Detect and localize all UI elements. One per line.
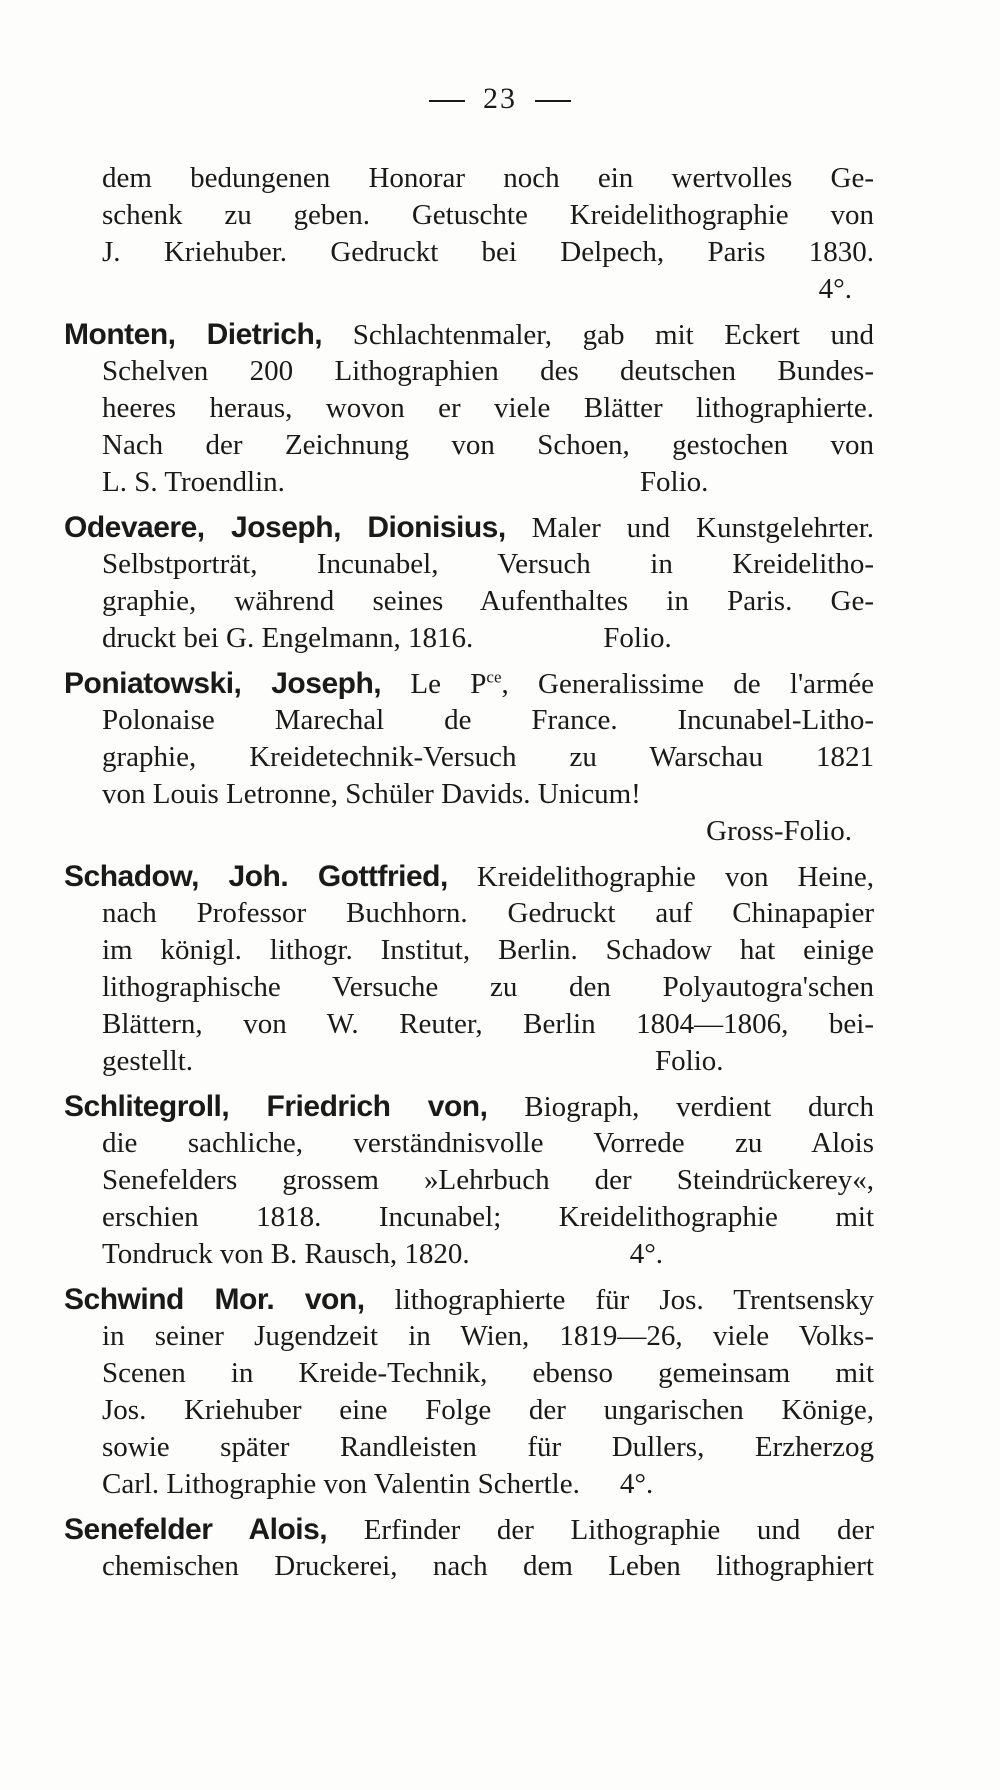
entry-description: Erfinder der Lithographie und der (363, 1514, 874, 1546)
entry-heading-line (64, 1281, 874, 1318)
text-line: sowie später Randleisten für Dullers, Erzherzog (102, 1431, 874, 1463)
page-body (64, 160, 874, 1585)
entry-heading-line (64, 316, 874, 353)
format-label: Folio. (603, 622, 672, 654)
text-line: im königl. lithogr. Institut, Berlin. Schadow hat einige (102, 934, 874, 966)
text-line: erschien 1818. Incunabel; Kreidelithographie mit (102, 1201, 874, 1233)
text-span: druckt bei G. Engelmann, 1816. (102, 622, 474, 654)
format-line (64, 813, 874, 850)
entry-description: lithographierte für Jos. Trentsensky (394, 1284, 874, 1316)
text-line: Schelven 200 Lithographien des deutschen Bundes- (102, 355, 874, 387)
text-line-with-format (64, 1466, 874, 1503)
text-span: L. S. Troendlin. (102, 466, 285, 498)
text-span: Carl. Lithographie von Valentin Schertle. (102, 1468, 580, 1500)
text-line: Scenen in Kreide-Technik, ebenso gemeinsam mit (102, 1357, 874, 1389)
text-line: Jos. Kriehuber eine Folge der ungarischen Könige, (102, 1394, 874, 1426)
text-line: graphie, während seines Aufenthaltes in Paris. Ge- (102, 585, 874, 617)
entry-description: Kreidelithographie von Heine, (476, 861, 874, 893)
entry-senefelder (64, 1511, 874, 1585)
entry-schwind (64, 1281, 874, 1503)
text-line: Blättern, von W. Reuter, Berlin 1804—1806, bei- (102, 1008, 874, 1040)
entry-schlitegroll (64, 1088, 874, 1273)
page-number-dash-right (535, 100, 571, 102)
format-label: Folio. (639, 466, 709, 498)
entry-odevaere (64, 509, 874, 657)
format-label: Gross-Folio. (706, 815, 852, 847)
entry-name: Schlitegroll, Friedrich von, (64, 1090, 488, 1123)
text-line: J. Kriehuber. Gedruckt bei Delpech, Paris 1830. (102, 236, 874, 268)
entry-description: Biograph, verdient durch (524, 1091, 875, 1123)
text-span: Tondruck von B. Rausch, 1820. (102, 1238, 470, 1270)
entry-name: Schwind Mor. von, (64, 1283, 365, 1316)
format-label: 4°. (818, 273, 852, 305)
format-label: 4°. (629, 1238, 664, 1270)
entry-heading-line (64, 1511, 874, 1548)
text-line-with-format (64, 620, 874, 657)
page-number: 23 (0, 82, 1000, 116)
text-line: dem bedungenen Honorar noch ein wertvolles Ge- (102, 162, 874, 194)
text-line-with-format (64, 464, 874, 501)
entry-name: Odevaere, Joseph, Dionisius, (64, 511, 506, 544)
entry-name: Monten, Dietrich, (64, 318, 323, 351)
entry-heading-line (64, 858, 874, 895)
text-line: lithographische Versuche zu den Polyautogra'schen (102, 971, 874, 1003)
format-line (64, 271, 874, 308)
entry-schadow (64, 858, 874, 1080)
entry-description: Le $P^{ce}$, Generalissime de l'armée (410, 667, 875, 700)
page-number-dash-left (429, 100, 465, 102)
entry-heading-line (64, 665, 874, 702)
entry-heading-line (64, 1088, 874, 1125)
text-span: gestellt. (102, 1045, 194, 1077)
entry-heading-line (64, 509, 874, 546)
entry-name: Schadow, Joh. Gottfried, (64, 860, 448, 893)
text-line: Polonaise Marechal de France. Incunabel-Litho- (102, 704, 874, 736)
entry-description: Schlachtenmaler, gab mit Eckert und (352, 319, 874, 351)
text-line: die sachliche, verständnisvolle Vorrede zu Alois (102, 1127, 874, 1159)
text-line: Senefelders grossem »Lehrbuch der Steindrückerey«, (102, 1164, 874, 1196)
text-line-with-format (64, 1236, 874, 1273)
text-line: chemischen Druckerei, nach dem Leben lithographiert (102, 1550, 874, 1582)
entry-description: Maler und Kunstgelehrter. (531, 512, 874, 544)
text-line: graphie, Kreidetechnik-Versuch zu Warschau 1821 (102, 741, 874, 773)
entry-continuation (64, 160, 874, 308)
format-label: Folio. (655, 1045, 724, 1077)
entry-poniatowski (64, 665, 874, 850)
text-line: schenk zu geben. Getuschte Kreidelithographie von (102, 199, 874, 231)
entry-monten (64, 316, 874, 501)
format-label: 4°. (619, 1468, 654, 1500)
text-line: von Louis Letronne, Schüler Davids. Unicum! (102, 778, 641, 810)
entry-name: Senefelder Alois, (64, 1513, 328, 1546)
text-line: in seiner Jugendzeit in Wien, 1819—26, viele Volks- (102, 1320, 874, 1352)
text-line: Selbstporträt, Incunabel, Versuch in Kreidelitho- (102, 548, 874, 580)
text-line: heeres heraus, wovon er viele Blätter lithographierte. (102, 392, 874, 424)
entry-name: Poniatowski, Joseph, (64, 667, 382, 700)
text-line: nach Professor Buchhorn. Gedruckt auf Chinapapier (102, 897, 874, 929)
text-line-with-format (64, 1043, 874, 1080)
text-line: Nach der Zeichnung von Schoen, gestochen von (102, 429, 874, 461)
